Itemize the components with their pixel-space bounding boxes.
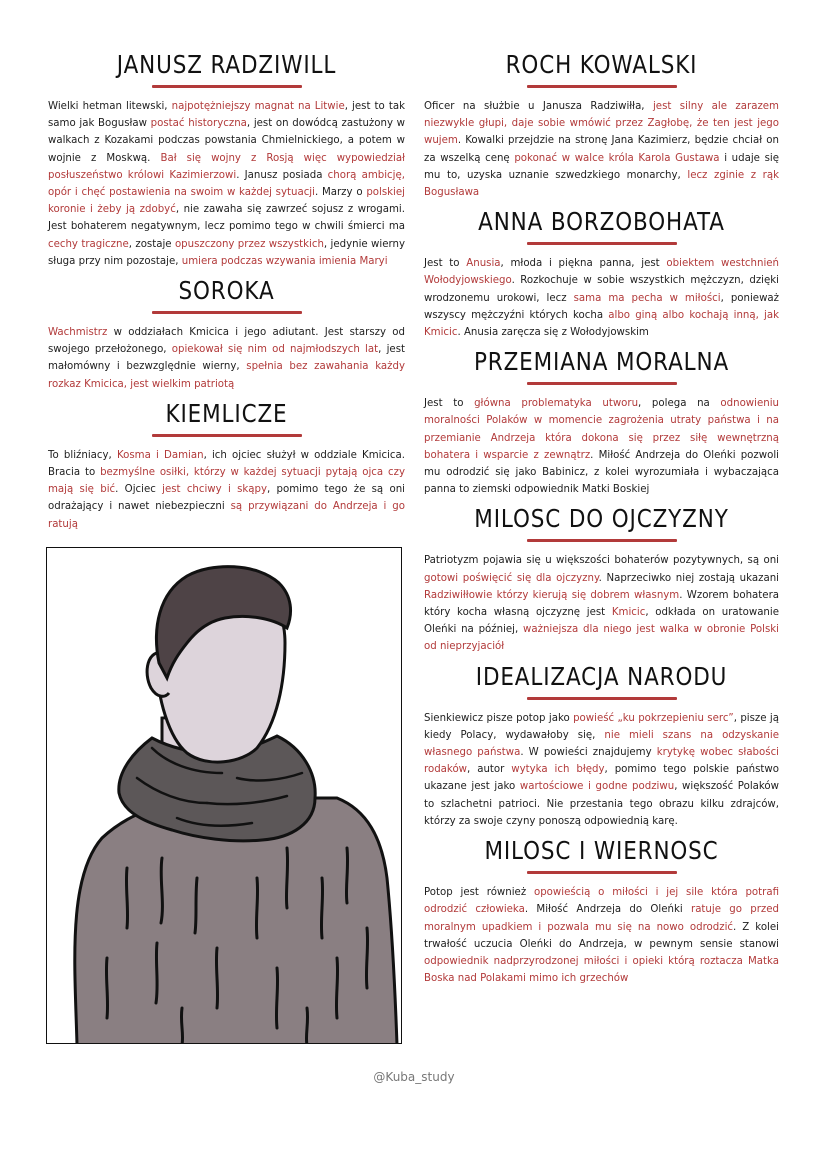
highlighted-text: Kosma i Damian	[116, 449, 204, 461]
highlighted-text: postać historyczna	[150, 118, 247, 130]
section-title: JANUSZ RADZIWILL	[116, 50, 337, 79]
body-text: , polega na	[638, 398, 721, 410]
title-underline	[152, 311, 302, 314]
body-text: , pisze ją kiedy Polacy, wydawałoby się,	[424, 712, 779, 741]
body-text: , pomimo tego że są oni odrażający i nawet niebezpieczni	[48, 484, 405, 513]
body-text: , autor	[467, 764, 512, 776]
section	[424, 836, 779, 987]
title-underline	[527, 539, 677, 542]
title-underline	[527, 242, 677, 245]
body-text: Wielki hetman litewski,	[48, 101, 172, 112]
body-text: . Ojciec	[115, 484, 163, 496]
body-text: . Rozkochuje w sobie wszystkich mężczyzn, dzięki wrodzonemu urokowi, lecz	[424, 275, 779, 304]
title-underline	[527, 85, 677, 88]
highlighted-text: pokonać w walce króla Karola Gustawa	[514, 152, 720, 164]
title-underline	[152, 434, 302, 437]
highlighted-text: bezmyślne osiłki, którzy w każdej sytuacji pytają ojca czy mają się bić	[48, 467, 405, 496]
highlighted-text: opuszczony przez wszystkich	[174, 238, 324, 250]
body-text: Jest to	[424, 258, 467, 270]
body-text: , jest małomówny i bezwzględnie wierny,	[48, 344, 405, 373]
highlighted-text: ważniejsza dla niego jest walka w obronie Polski od nieprzyjaciół	[424, 624, 779, 653]
highlighted-text: wartościowe i godne podziwu	[519, 781, 675, 793]
body-text: , jest on dowódcą zastużony w walkach z Kozakami podczas powstania Chmielnickiego, a potem w wojnie z Moskwą.	[48, 118, 405, 164]
body-text: Potop jest również	[424, 887, 534, 899]
highlighted-text: chorą ambicję, opór i chęć postawienia na swoim w każdej sytuacji	[48, 169, 405, 199]
highlighted-text: Anusia	[466, 258, 501, 270]
section	[424, 662, 779, 830]
highlighted-text: jest silny ale zarazem niezwykle głupi, daje sobie wmówić przez Zagłobę, że ten jest jego wujem	[424, 101, 779, 147]
highlighted-text: odnowieniu moralności Polaków w momencie zagrożenia utraty państwa i na przemianie Andrzeja która dokona się przez siłę wewnętrzną bohatera i wsparcie z zewnątrz	[424, 398, 779, 461]
body-text: , większość Polaków to szlachetni patrioci. Nie przestania tego obrazu kilku zdrajców, którzy za swoje czyny ponoszą odpowiednią karę.	[424, 781, 779, 827]
body-text: Jest to	[424, 398, 475, 410]
body-text: Patriotyzm pojawia się u większości bohaterów pozytywnych, są oni	[424, 555, 779, 567]
section	[424, 504, 779, 655]
body-text: . Miłość Andrzeja do Oleńki	[524, 904, 691, 916]
body-text: To bliźniacy,	[48, 449, 117, 461]
highlighted-text: wytyka ich błędy	[511, 764, 605, 776]
body-text: Sienkiewicz pisze potop jako	[424, 712, 574, 724]
highlighted-text: Radziwiłłowie którzy kierują się dobrem własnym	[424, 589, 680, 601]
section-title: MILOSC DO OJCZYZNY	[474, 504, 729, 534]
body-text: Oficer na służbie u Janusza Radziwiłła,	[424, 101, 653, 112]
section	[48, 276, 405, 393]
body-text: . Marzy o	[314, 187, 367, 199]
highlighted-text: obiektem westchnień Wołodyjowskiego	[424, 258, 780, 287]
highlighted-text: polskiej koronie i żeby ją zdobyć	[48, 187, 405, 216]
body-text: , nie zawaha się zawrzeć sojusz z wrogami. Jest bohaterem negatywnym, lecz pomimo tego w chwili śmierci ma	[48, 204, 405, 233]
highlighted-text: nie mieli szans na odzyskanie własnego państwa	[424, 729, 779, 759]
section	[48, 399, 405, 533]
body-text: i udaje się mu to, uzyska uznanie szwedzkiego monarchy,	[424, 152, 779, 181]
body-text: . Miłość Andrzeja do Oleńki pozwoli mu odrodzić się jako Babinicz, z kolei wyrozumiała i wybaczająca panna to ziemski odpowiednik Matki Boskiej	[424, 449, 779, 496]
title-underline	[152, 85, 302, 88]
body-text: . Kowalki przejdzie na stronę Jana Kazimierz, będzie chciał on za wszelką cenę	[424, 135, 779, 164]
right-column	[424, 50, 779, 993]
body-text: , jedynie wierny sługa przy nim pozostaje,	[48, 238, 405, 267]
highlighted-text: opiekował się nim od najmłodszych lat	[171, 344, 379, 356]
highlighted-text: sama ma pecha w miłości	[573, 292, 721, 304]
section-title: ANNA BORZOBOHATA	[478, 207, 725, 237]
body-text: , młoda i piękna panna, jest	[500, 258, 667, 270]
section-body	[424, 710, 779, 830]
section-body	[48, 447, 405, 533]
body-text: . Wzorem bohatera który kocha własną ojczyznę jest	[424, 589, 779, 619]
section-body	[48, 98, 405, 270]
section-title: SOROKA	[178, 276, 275, 306]
body-text: . W powieści znajdujemy	[520, 747, 657, 759]
section	[48, 50, 405, 270]
section-title: IDEALIZACJA NARODU	[475, 661, 728, 691]
highlighted-text: gotowi poświęcić się dla ojczyzny	[424, 572, 599, 584]
highlighted-text: odpowiednik nadprzyrodzonej miłości i opieki którą roztacza Matka Boska nad Polakami mimo ich grzechów	[424, 955, 779, 985]
section	[424, 207, 779, 341]
highlighted-text: jest chciwy i skąpy	[162, 484, 268, 496]
highlighted-text: najpotężniejszy magnat na Litwie	[171, 101, 345, 112]
highlighted-text: opowieścią o miłości i jej sile która potrafi odrodzić człowieka	[424, 887, 779, 916]
highlighted-text: ratuje go przed moralnym upadkiem i pozwala mu się na nowo odrodzić	[424, 904, 779, 933]
body-text: , ponieważ wszyscy mężczyźni których kocha	[424, 292, 779, 321]
left-column	[48, 50, 405, 539]
highlighted-text: albo giną albo kochają inną, jak Kmicic	[424, 309, 780, 339]
portrait-svg	[47, 548, 402, 1044]
section-body	[424, 552, 779, 655]
section-body	[424, 884, 779, 987]
section-title: PRZEMIANA MORALNA	[473, 347, 730, 377]
title-underline	[527, 871, 677, 874]
body-text: , ich ojciec służył w oddziale Kmicica. Bracia to	[48, 449, 405, 479]
body-text: . Naprzeciwko niej zostają ukazani	[598, 572, 779, 584]
highlighted-text: krytykę wobec słabości rodaków	[424, 747, 779, 776]
section-title: KIEMLICZE	[165, 398, 288, 428]
section-title: ROCH KOWALSKI	[505, 50, 698, 79]
highlighted-text: Wachmistrz	[48, 327, 108, 339]
title-underline	[527, 697, 677, 700]
section-body	[48, 324, 405, 393]
highlighted-text: lecz zginie z rąk Bogusława	[424, 169, 779, 199]
body-text: , odkłada on uratowanie Oleńki na później,	[424, 607, 779, 636]
body-text: . Z kolei trwałość uczucia Oleńki do Andrzeja, w pewnym sensie stanowi	[424, 921, 779, 950]
section	[424, 347, 779, 498]
body-text: , zostaje	[128, 238, 175, 250]
body-text: . Janusz posiada	[236, 169, 328, 181]
highlighted-text: umiera podczas wzywania imienia Maryi	[181, 255, 388, 267]
author-credit: @Kuba_study	[373, 1070, 455, 1084]
highlighted-text: Kmicic	[611, 607, 646, 619]
body-text: , pomimo tego polskie państwo ukazane jest jako	[424, 764, 779, 793]
title-underline	[527, 382, 677, 385]
section-body	[424, 98, 779, 201]
highlighted-text: główna problematyka utworu	[474, 398, 639, 410]
section	[424, 50, 779, 201]
body-text: , jest to tak samo jak Bogusław	[48, 101, 405, 130]
highlighted-text: cechy tragiczne	[48, 238, 129, 250]
highlighted-text: Bał się wojny z Rosją więc wypowiedział posłuszeństwo królowi Kazimierzowi	[48, 152, 406, 181]
highlighted-text: spełnia bez zawahania każdy rozkaz Kmicica, jest wielkim patriotą	[48, 361, 405, 390]
highlighted-text: są przywiązani do Andrzeja i go ratują	[48, 501, 405, 530]
portrait-illustration	[46, 547, 402, 1044]
section-body	[424, 395, 779, 498]
body-text: w oddziałach Kmicica i jego adiutant. Jest starszy od swojego przełożonego,	[48, 327, 405, 356]
body-text: . Anusia zaręcza się z Wołodyjowskim	[457, 327, 649, 339]
section-body	[424, 255, 779, 341]
highlighted-text: powieść „ku pokrzepieniu serc”	[573, 712, 734, 724]
section-title: MILOSC I WIERNOSC	[484, 836, 719, 866]
